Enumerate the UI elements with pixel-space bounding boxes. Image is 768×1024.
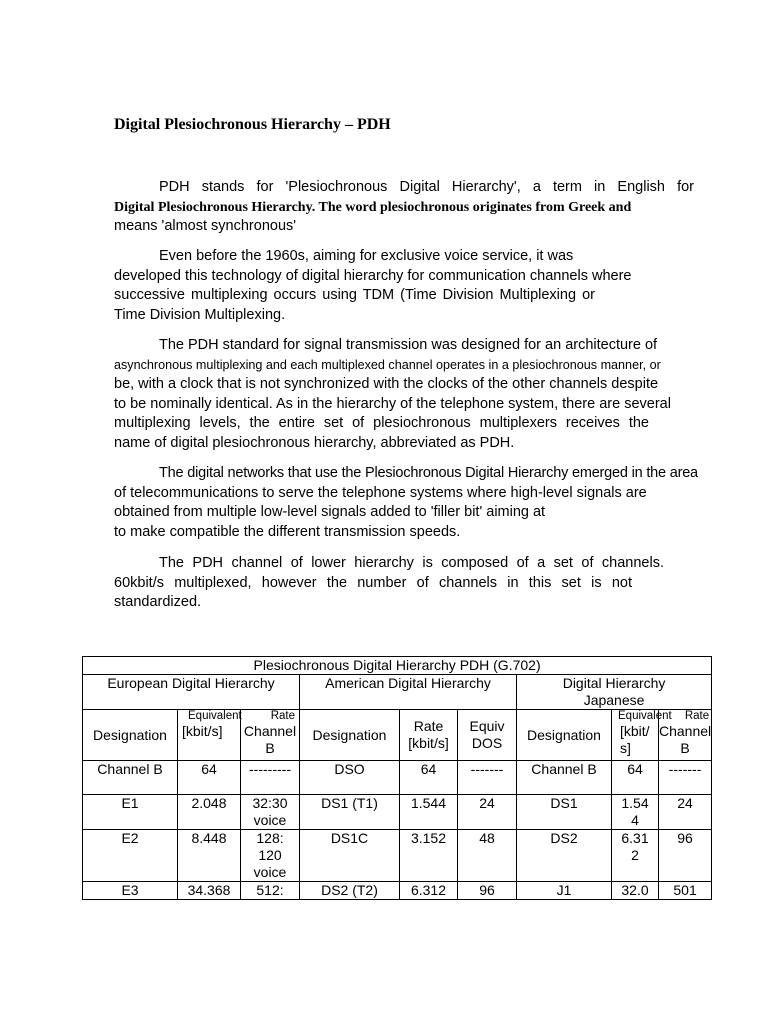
table-cell: 1.544 [400,795,458,830]
text-line: The PDH channel of lower hierarchy is composed of a set of channels. [159,555,664,571]
group-header-japanese: Digital Hierarchy Japanese [517,675,712,710]
column-header [612,710,672,761]
text-line: obtained from multiple low-level signals added to 'filler bit' aiming at [114,504,546,520]
table-cell: 3.152 [400,830,458,882]
table-cell: Channel B [517,761,612,795]
table-row [83,795,712,830]
text-line: to be nominally identical. As in the hierarchy of the telephone system, there are several [114,395,671,412]
group-header-american: American Digital Hierarchy [300,675,517,710]
table-cell: 128: 120 voice [241,830,300,882]
column-header-text: [kbit/ s] [620,723,650,756]
table-caption: Plesiochronous Digital Hierarchy PDH (G.702) [83,657,712,675]
table-cell: DS1 [517,795,612,830]
table-cell: 24 [659,795,712,830]
column-header [178,710,241,761]
table-cell: 1.544 [612,795,659,830]
page-title: Digital Plesiochronous Hierarchy – PDH [114,116,391,133]
table-row [83,761,712,795]
group-header-european: European Digital Hierarchy [83,675,300,710]
table-cell: ------- [458,761,517,795]
text-line: 60kbit/s multiplexed, however the number of channels in this set is not [114,574,632,591]
table-cell: 32.0 [612,882,659,900]
table-cell: 24 [458,795,517,830]
table-cell: 6.312 [400,882,458,900]
text-line: of telecommunications to serve the telephone systems where high-level signals are [114,484,647,501]
paragraph-5 [114,554,664,613]
column-header-text: Channel B [659,723,712,756]
text-line: PDH stands for 'Plesiochronous Digital Hierarchy', a term in English for [159,179,694,195]
text-line: be, with a clock that is not synchronized with the clocks of the other channels despite [114,376,659,392]
column-header [241,710,300,761]
table-cell: DS2 (T2) [300,882,400,900]
column-header-top: Rate [270,710,295,722]
table-cell: 64 [400,761,458,795]
table-cell: Channel B [83,761,178,795]
text-line: to make compatible the different transmission speeds. [114,523,461,540]
table-cell: 2.048 [178,795,241,830]
table-cell: E2 [83,830,178,882]
table-cell: DS2 [517,830,612,882]
table-cell: 48 [458,830,517,882]
table-cell: --------- [241,761,300,795]
table-cell: 6.312 [612,830,659,882]
table-cell: DS1 (T1) [300,795,400,830]
table-cell: 8.448 [178,830,241,882]
table-cell: 512: [241,882,300,900]
column-header: Designation [300,710,400,761]
text-line: multiplexing levels, the entire set of plesiochronous multiplexers receives the [114,415,649,431]
text-line: developed this technology of digital hierarchy for communication channels where [114,267,632,284]
paragraph-2 [114,247,694,325]
paragraph-1 [114,178,694,237]
column-header: Designation [83,710,178,761]
table-cell: E3 [83,882,178,900]
table-cell: 501 [659,882,712,900]
column-header: Designation [517,710,612,761]
column-header-text: Channel B [243,723,297,756]
paragraph-4 [114,464,716,542]
column-header-top: Rate [684,710,710,722]
column-header-top: Equivalent [188,710,242,722]
text-line: Even before the 1960s, aiming for exclusive voice service, it was [159,248,574,264]
text-line: asynchronous multiplexing and each multiplexed channel operates in a plesiochronous manner, or [114,357,661,372]
text-line: The digital networks that use the Plesiochronous Digital Hierarchy emerged in the area [159,465,698,481]
table-cell: DSO [300,761,400,795]
text-line: Digital Plesiochronous Hierarchy. The word plesiochronous originates from Greek and [114,199,632,215]
text-line: name of digital plesiochronous hierarchy, abbreviated as PDH. [114,434,515,451]
column-header-top: Equivalent [618,710,672,722]
table-cell: E1 [83,795,178,830]
table-cell: 32:30 voice [241,795,300,830]
text-line: means 'almost synchronous' [114,218,297,234]
text-line: Time Division Multiplexing. [114,306,286,323]
text-line: standardized. [114,594,202,610]
column-header: Equiv DOS [458,710,517,761]
table-row [83,830,712,882]
table-row [83,882,712,900]
table-cell: 34.368 [178,882,241,900]
table-cell: 96 [659,830,712,882]
column-header-text: [kbit/s] [182,723,223,739]
table-cell: DS1C [300,830,400,882]
text-line: The PDH standard for signal transmission was designed for an architecture of [159,337,658,353]
table-cell: 96 [458,882,517,900]
table-cell: ------- [659,761,712,795]
table-cell: J1 [517,882,612,900]
table-cell: 64 [612,761,659,795]
pdh-table [82,656,712,900]
column-header: Rate [kbit/s] [400,710,458,761]
paragraph-3 [114,336,694,453]
table-cell: 64 [178,761,241,795]
text-line: successive multiplexing occurs using TDM (Time Division Multiplexing or [114,287,595,303]
